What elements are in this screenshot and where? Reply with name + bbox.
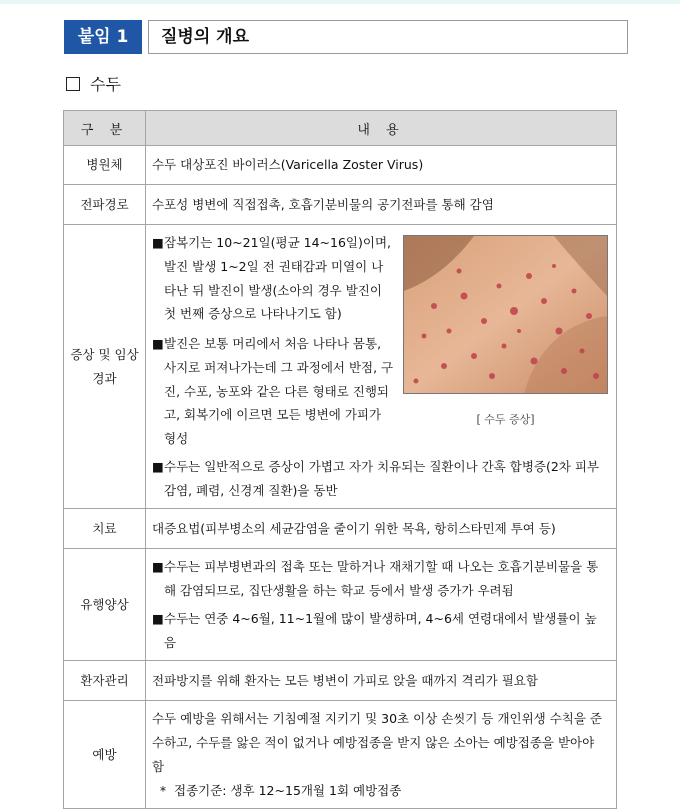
list-item: ■ 발진은 보통 머리에서 처음 나타나 몸통, 사지로 퍼져나가는데 그 과정에서 반점, 구진, 수포, 농포와 같은 다른 형태로 진행되고, 회복기에 이르면 모든 병변에 가피가 형성 (152, 332, 395, 451)
bullet-square-icon: ■ (152, 458, 164, 474)
row-label-symptoms: 증상 및 임상경과 (64, 225, 146, 509)
list-item: ■ 수두는 연중 4~6월, 11~1월에 많이 발생하며, 4~6세 연령대에서 발생률이 높음 (152, 607, 608, 655)
row-content-prevention (146, 701, 617, 809)
attachment-badge: 붙임 1 (64, 20, 142, 54)
section-heading (66, 72, 121, 95)
symptom-photo-figure (403, 231, 608, 451)
table-row-treatment (64, 509, 617, 549)
header-category: 구 분 (64, 111, 146, 146)
row-content-patient-management: 전파방지를 위해 환자는 모든 병변이 가피로 앉을 때까지 격리가 필요함 (146, 661, 617, 701)
disease-overview-table (63, 110, 617, 809)
row-content-pathogen: 수두 대상포진 바이러스(Varicella Zoster Virus) (146, 146, 617, 185)
bullet-square-icon: ■ (152, 559, 164, 575)
checkbox-square-icon (66, 77, 80, 91)
table-row-pathogen (64, 146, 617, 185)
row-content-transmission: 수포성 병변에 직접접촉, 호흡기분비물의 공기전파를 통해 감염 (146, 185, 617, 225)
table-row-patient-management (64, 661, 617, 701)
section-label: 수두 (90, 75, 121, 94)
bullet-square-icon: ■ (152, 336, 164, 351)
row-label-prevention: 예방 (64, 701, 146, 809)
chickenpox-rash-photo (403, 235, 608, 394)
table-row-epidemiology (64, 549, 617, 661)
list-item: ■ 잠복기는 10~21일(평균 14~16일)이며, 발진 발생 1~2일 전 권태감과 미열이 나타난 뒤 발진이 발생(소아의 경우 발진이 첫 번째 증상으로 나타나기도 함) (152, 231, 395, 326)
table-row-transmission (64, 185, 617, 225)
row-content-symptoms (146, 225, 617, 509)
list-item: ■ 수두는 일반적으로 증상이 가볍고 자가 치유되는 질환이나 간혹 합병증(2차 피부감염, 폐렴, 신경계 질환)을 동반 (152, 455, 608, 503)
photo-caption: [ 수두 증상] (476, 412, 535, 426)
table-header-row (64, 111, 617, 146)
table-row-symptoms (64, 225, 617, 509)
row-content-treatment: 대증요법(피부병소의 세균감염을 줄이기 위한 목욕, 항히스타민제 투여 등) (146, 509, 617, 549)
vaccination-note: * 접종기준: 생후 12~15개월 1회 예방접종 (152, 779, 608, 803)
top-decoration-line (0, 0, 680, 4)
bullet-square-icon: ■ (152, 610, 164, 626)
list-item: ■ 수두는 피부병변과의 접촉 또는 말하거나 재채기할 때 나오는 호흡기분비물을 통해 감염되므로, 집단생활을 하는 학교 등에서 발생 증가가 우려됨 (152, 555, 608, 603)
row-label-treatment: 치료 (64, 509, 146, 549)
document-header (64, 20, 616, 54)
table-row-prevention (64, 701, 617, 809)
row-label-transmission: 전파경로 (64, 185, 146, 225)
header-content: 내 용 (146, 111, 617, 146)
asterisk-icon: * (159, 782, 167, 798)
row-label-patient-management: 환자관리 (64, 661, 146, 701)
page-title: 질병의 개요 (148, 20, 628, 54)
bullet-square-icon: ■ (152, 235, 164, 250)
row-label-epidemiology: 유행양상 (64, 549, 146, 661)
prevention-text: 수두 예방을 위해서는 기침예절 지키기 및 30초 이상 손씻기 등 개인위생 수칙을 준수하고, 수두를 앓은 적이 없거나 예방접종을 받지 않은 소아는 예방접종을 받아야 함 (152, 711, 602, 774)
row-label-pathogen: 병원체 (64, 146, 146, 185)
row-content-epidemiology (146, 549, 617, 661)
